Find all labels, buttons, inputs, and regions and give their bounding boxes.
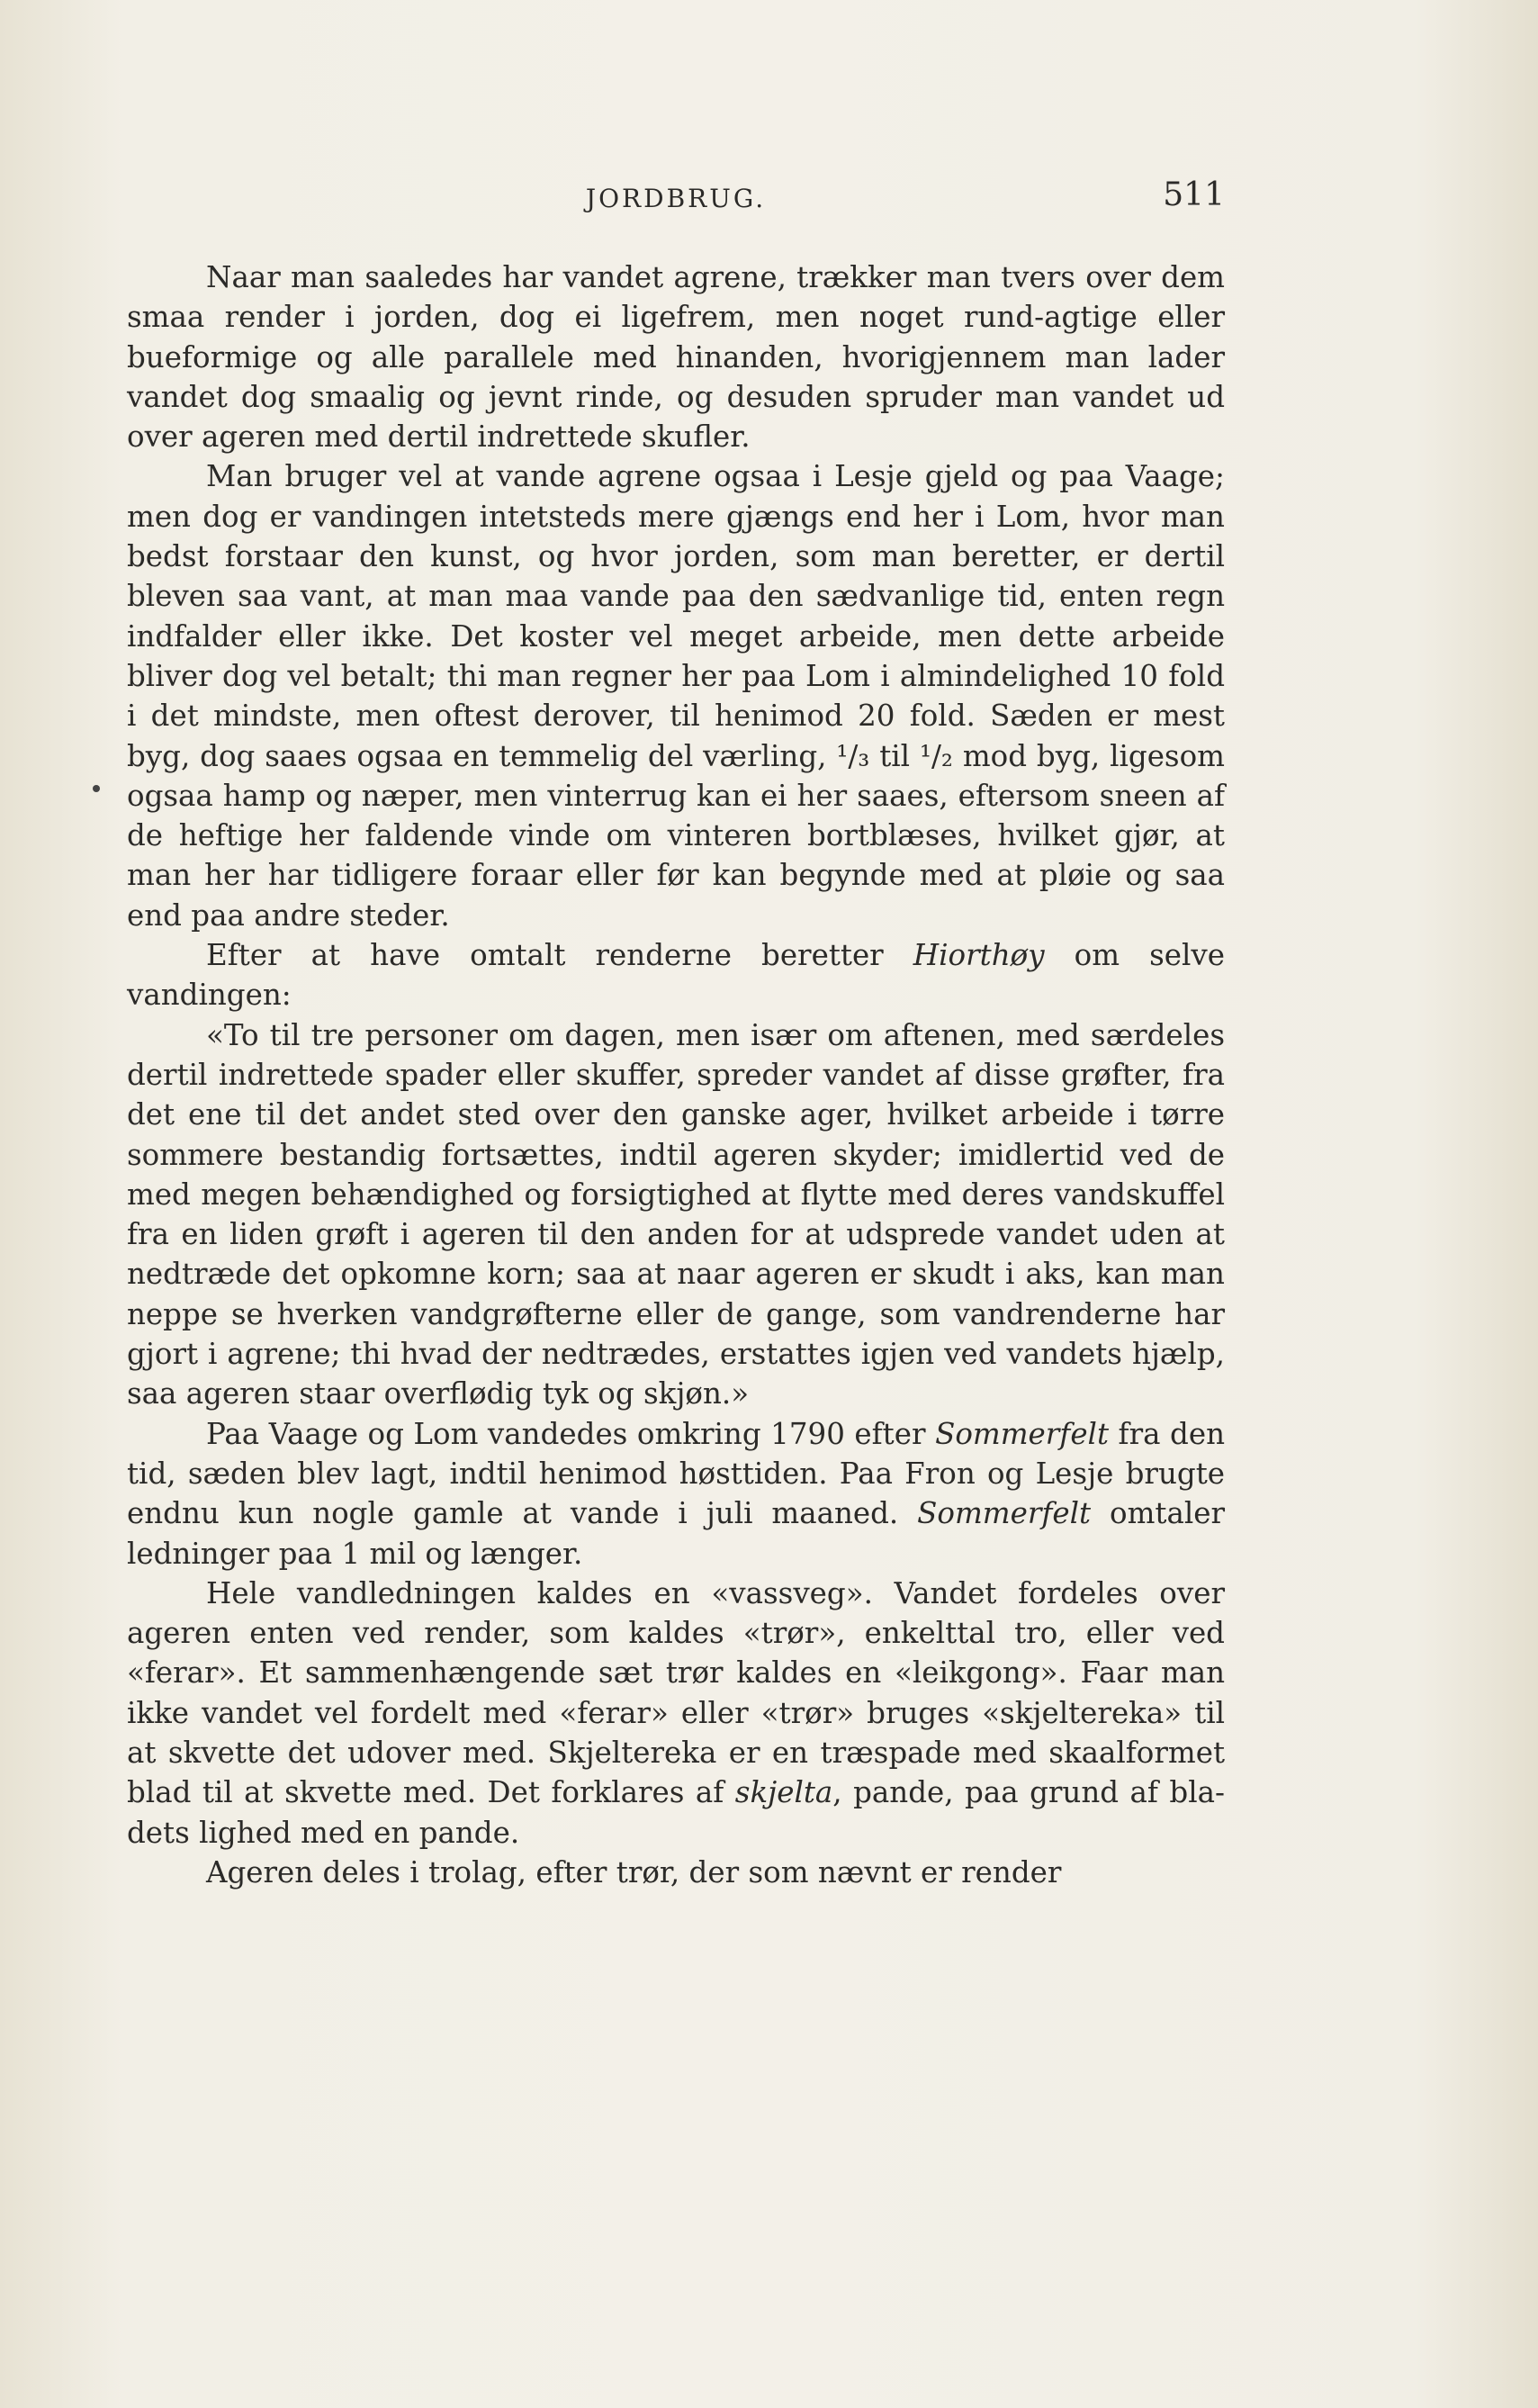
paragraph-3-text-a: Efter at have omtalt renderne beretter — [206, 938, 913, 973]
paragraph-6-text-b: , pande, paa grund af bla-dets lighed med en pande. — [127, 1775, 1225, 1850]
running-head: JORDBRUG. — [585, 184, 767, 213]
paragraph-5-text-c: omtaler ledninger paa 1 mil og længer. — [127, 1496, 1225, 1571]
page-number: 511 — [1163, 176, 1225, 213]
author-name-sommerfelt: Sommerfelt — [935, 1416, 1110, 1451]
paragraph-2: Man bruger vel at vande agrene ogsaa i Lesje gjeld og paa Vaage; men dog er vandingen intetsteds mere gjængs end her i Lom, hvor man bedst forstaar den kunst, og hvor jorden, som man beretter, er dertil bleven saa vant, at man maa vande paa den sædvanlige tid, enten regn indfalder eller ikke. Det koster vel meget arbeide, men dette arbeide bliver dog vel betalt; thi man regner her paa Lom i almindelighed 10 fold i det mindste, men oftest derover, til henimod 20 fold. Sæden er mest byg, dog saaes ogsaa en temmelig del værling, ¹/₃ til ¹/₂ mod byg, ligesom ogsaa hamp og næper, men vinterrug kan ei her saaes, eftersom sneen af de heftige her faldende vinde om vinteren bortblæses, hvilket gjør, at man her har tidligere foraar eller før kan begynde med at pløie og saa end paa andre steder. — [127, 459, 1225, 933]
ink-spot — [93, 785, 100, 792]
paragraph-6 — [127, 1574, 1225, 1853]
body-text — [127, 257, 1225, 1892]
page-header — [127, 176, 1225, 221]
paragraph-3 — [127, 935, 1225, 1015]
paragraph-6-text-a: Hele vandledningen kaldes en «vassveg». Vandet fordeles over ageren enten ved render, som kaldes «trør», enkelttal tro, eller ved «ferar». Et sammenhængende sæt trør kaldes en «leikgong». Faar man ikke vandet vel fordelt med «ferar» eller «trør» bruges «skjeltereka» til at skvette det udover med. Skjeltereka er en træspade med skaalformet blad til at skvette med. Det forklares af — [127, 1575, 1225, 1810]
paragraph-7: Ageren deles i trolag, efter trør, der som nævnt er render — [206, 1854, 1062, 1889]
quotation: «To til tre personer om dagen, men især om aftenen, med særdeles dertil indrettede spader eller skuffer, spreder vandet af disse grøfter, fra det ene til det andet sted over den ganske ager, hvilket arbeide i tørre sommere bestandig fortsættes, indtil ageren skyder; imidlertid ved de med megen behændighed og forsigtighed at flytte med deres vandskuffel fra en liden grøft i ageren til den anden for at udsprede vandet uden at nedtræde det opkomne korn; saa at naar ageren er skudt i aks, kan man neppe se hverken vandgrøfterne eller de gange, som vandrenderne har gjort i agrene; thi hvad der nedtrædes, erstattes igjen ved vandets hjælp, saa ageren staar overflødig tyk og skjøn.» — [127, 1017, 1225, 1411]
paragraph-3-text-b: om selve vandingen: — [127, 938, 1225, 1013]
term-skjelta: skjelta — [734, 1775, 833, 1810]
paragraph-5-text-a: Paa Vaage og Lom vandedes omkring 1790 efter — [206, 1416, 936, 1451]
paragraph-5 — [127, 1414, 1225, 1574]
author-name-sommerfelt-2: Sommerfelt — [917, 1496, 1092, 1531]
author-name-hiorthoy: Hiorthøy — [913, 938, 1045, 973]
paragraph-1: Naar man saaledes har vandet agrene, trækker man tvers over dem smaa render i jorden, dog ei ligefrem, men noget rund-agtige eller bueformige og alle parallele med hinanden, hvorigjennem man lader vandet dog smaalig og jevnt rinde, og desuden spruder man vandet ud over ageren med dertil indrettede skufler. — [127, 260, 1225, 455]
paragraph-5-text-b: fra den tid, sæden blev lagt, indtil henimod høsttiden. Paa Fron og Lesje brugte endnu kun nogle gamle at vande i juli maaned. — [127, 1416, 1226, 1531]
